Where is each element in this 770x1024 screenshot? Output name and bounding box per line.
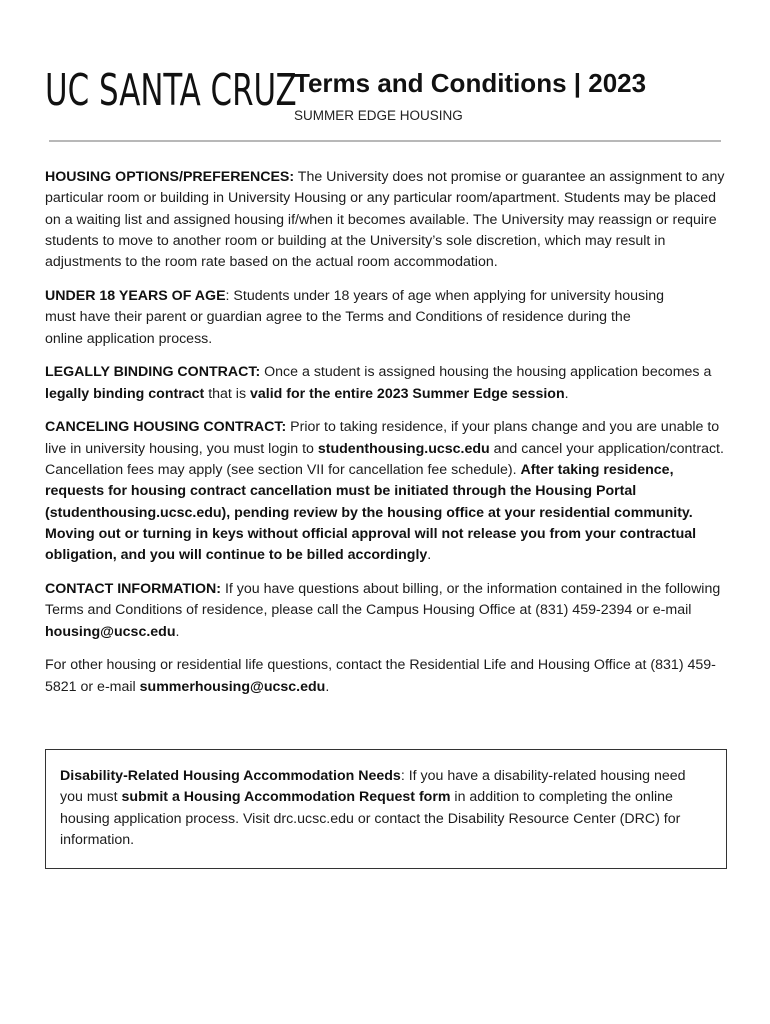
section-canceling bbox=[45, 417, 730, 566]
page-subtitle: SUMMER EDGE HOUSING bbox=[294, 108, 463, 123]
box-emphasis: submit a Housing Accommodation Request form bbox=[121, 789, 451, 806]
box-body: : If you have a disability-related housing need you must bbox=[60, 768, 686, 806]
box-heading: Disability-Related Housing Accommodation Needs bbox=[60, 768, 401, 784]
section-under-18 bbox=[45, 286, 665, 350]
page-title: Terms and Conditions | 2023 bbox=[294, 68, 647, 98]
section-body: Once a student is assigned housing the housing application becomes a bbox=[260, 364, 712, 381]
section-heading: CANCELING HOUSING CONTRACT: bbox=[45, 419, 287, 436]
section-body: . bbox=[564, 385, 569, 402]
section-heading: HOUSING OPTIONS/PREFERENCES: bbox=[45, 169, 295, 185]
section-body: and cancel your application/contract. Cancellation fees may apply (see section VII for cancellation fee schedule). bbox=[45, 440, 724, 479]
section-body: If you have questions about billing, or the information contained in the following Terms and Conditions of residence, please call the Campus Housing Office at (831) 459-2394 or e-mail bbox=[45, 581, 721, 619]
emphasis-text: legally binding contract bbox=[45, 385, 205, 402]
section-body: For other housing or residential life questions, contact the Residential Life and Housing Office at (831) 459-5821 or e-mail bbox=[45, 657, 716, 695]
section-body: that is bbox=[204, 385, 250, 402]
cancellation-notice: After taking residence, requests for housing contract cancellation must be initiated through the Housing Portal (studenthousing.ucsc.edu), pending review by the housing office at your residential community. Moving out or turning in keys without official approval will not release you from your contractual obligation, and you will continue to be billed accordingly bbox=[45, 462, 697, 564]
section-contact bbox=[45, 579, 730, 643]
section-heading: CONTACT INFORMATION: bbox=[45, 581, 221, 598]
section-other-contact bbox=[45, 655, 730, 698]
section-body: . bbox=[325, 678, 330, 695]
summerhousing-email-link[interactable]: summerhousing@ucsc.edu bbox=[139, 678, 326, 695]
section-body: The University does not promise or guarantee an assignment to any particular room or building in University Housing or any particular room/apartment. Students may be placed on a waiting list and assigned housing if/when it becomes available. The University may reassign or require students to move to another room or building at the University’s sole discretion, which may result in adjustments to the room rate based on the actual room accommodation. bbox=[45, 169, 725, 271]
section-heading: LEGALLY BINDING CONTRACT: bbox=[45, 364, 261, 381]
section-heading: UNDER 18 YEARS OF AGE bbox=[45, 287, 226, 304]
section-body: . bbox=[427, 547, 432, 564]
section-housing-options bbox=[45, 167, 730, 273]
housing-email-link[interactable]: housing@ucsc.edu bbox=[45, 623, 176, 640]
section-body: : Students under 18 years of age when applying for university housing must have their parent or guardian agree to the Terms and Conditions of residence during the online application process. bbox=[45, 287, 665, 347]
section-binding-contract bbox=[45, 362, 730, 405]
header-divider bbox=[49, 140, 721, 142]
studenthousing-link[interactable]: studenthousing.ucsc.edu bbox=[317, 440, 490, 457]
page-header bbox=[45, 64, 725, 124]
disability-notice-box bbox=[45, 749, 727, 869]
emphasis-text: valid for the entire 2023 Summer Edge session bbox=[250, 385, 565, 402]
ucsc-logo: UC SANTA CRUZ bbox=[45, 65, 297, 116]
box-body: in addition to completing the online housing application process. Visit drc.ucsc.edu or contact the Disability Resource Center (DRC) for information. bbox=[60, 789, 681, 848]
section-body: . bbox=[175, 623, 180, 640]
section-body: Prior to taking residence, if your plans change and you are unable to live in university housing, you must login to bbox=[45, 419, 720, 457]
terms-content bbox=[45, 167, 730, 711]
